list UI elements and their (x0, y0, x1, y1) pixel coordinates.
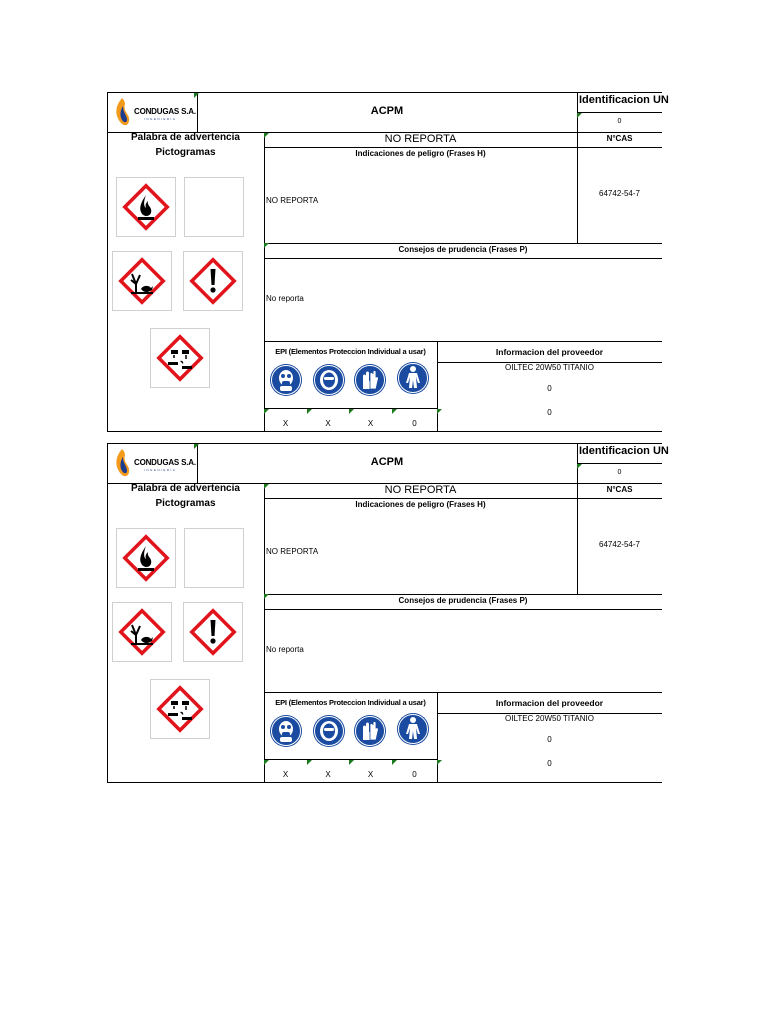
supplier-name: OILTEC 20W50 TITANIO (505, 363, 594, 372)
gloves-icon (353, 363, 387, 397)
supplier-header: Informacion del proveedor (495, 347, 604, 357)
ppe-mark: X (325, 770, 331, 779)
ppe-mark: X (367, 770, 374, 779)
id-un-value: 0 (617, 118, 622, 125)
company-subtitle: INGENIERIA (144, 468, 177, 472)
company-name: CONDUGAS S.A. (134, 107, 196, 116)
company-subtitle: INGENIERIA (144, 117, 177, 121)
company-logo (112, 94, 196, 130)
environment-icon (112, 602, 172, 662)
ppe-mark: 0 (412, 419, 417, 428)
id-un-label: Identificacion UN (579, 94, 669, 106)
protective-suit-icon (396, 712, 430, 746)
precautionary-statements-header: Consejos de prudencia (Frases P) (398, 596, 528, 605)
flame-icon (116, 528, 176, 588)
cas-number: 64742-54-7 (599, 540, 640, 549)
cas-label: N°CAS (606, 134, 633, 143)
ppe-mark: 0 (412, 770, 417, 779)
id-un-value: 0 (617, 469, 622, 476)
cas-label: N°CAS (606, 485, 633, 494)
face-shield-icon (312, 714, 346, 748)
ppe-mark: X (325, 419, 331, 428)
protective-suit-icon (396, 361, 430, 395)
supplier-line: 0 (547, 735, 552, 744)
warning-word-label: Palabra de advertencia (131, 132, 240, 143)
corrosion-icon (150, 679, 210, 739)
empty-pictogram-slot (184, 177, 244, 237)
product-name: ACPM (370, 456, 404, 468)
product-name: ACPM (370, 105, 404, 117)
id-un-label: Identificacion UN (579, 445, 669, 457)
company-logo (112, 445, 196, 481)
company-name: CONDUGAS S.A. (134, 458, 196, 467)
hazard-statements-header: Indicaciones de peligro (Frases H) (355, 149, 486, 158)
pictograms-label: Pictogramas (155, 147, 216, 158)
hazard-statements-header: Indicaciones de peligro (Frases H) (355, 500, 486, 509)
hazard-label-card (107, 443, 669, 783)
supplier-line: 0 (547, 384, 552, 393)
exclamation-icon (183, 251, 243, 311)
hazard-label-card (107, 92, 669, 432)
ppe-header: EPI (Elementos Proteccion Individual a usar) (275, 698, 426, 707)
empty-pictogram-slot (184, 528, 244, 588)
warning-word-label: Palabra de advertencia (131, 483, 240, 494)
exclamation-icon (183, 602, 243, 662)
precautionary-statements-value: No reporta (266, 294, 304, 303)
pictograms-label: Pictogramas (155, 498, 216, 509)
respirator-icon (269, 714, 303, 748)
hazard-statements-value: NO REPORTA (266, 547, 319, 556)
ppe-mark: X (282, 770, 289, 779)
ppe-header: EPI (Elementos Proteccion Individual a usar) (275, 347, 426, 356)
flame-icon (116, 177, 176, 237)
environment-icon (112, 251, 172, 311)
gloves-icon (353, 714, 387, 748)
cas-number: 64742-54-7 (599, 189, 640, 198)
precautionary-statements-value: No reporta (266, 645, 304, 654)
corrosion-icon (150, 328, 210, 388)
supplier-line: 0 (547, 759, 552, 768)
warning-word-value: NO REPORTA (384, 133, 457, 145)
supplier-name: OILTEC 20W50 TITANIO (505, 714, 594, 723)
supplier-header: Informacion del proveedor (495, 698, 604, 708)
supplier-line: 0 (547, 408, 552, 417)
warning-word-value: NO REPORTA (384, 484, 457, 496)
hazard-statements-value: NO REPORTA (266, 196, 319, 205)
precautionary-statements-header: Consejos de prudencia (Frases P) (398, 245, 528, 254)
ppe-mark: X (367, 419, 374, 428)
respirator-icon (269, 363, 303, 397)
ppe-mark: X (282, 419, 289, 428)
face-shield-icon (312, 363, 346, 397)
